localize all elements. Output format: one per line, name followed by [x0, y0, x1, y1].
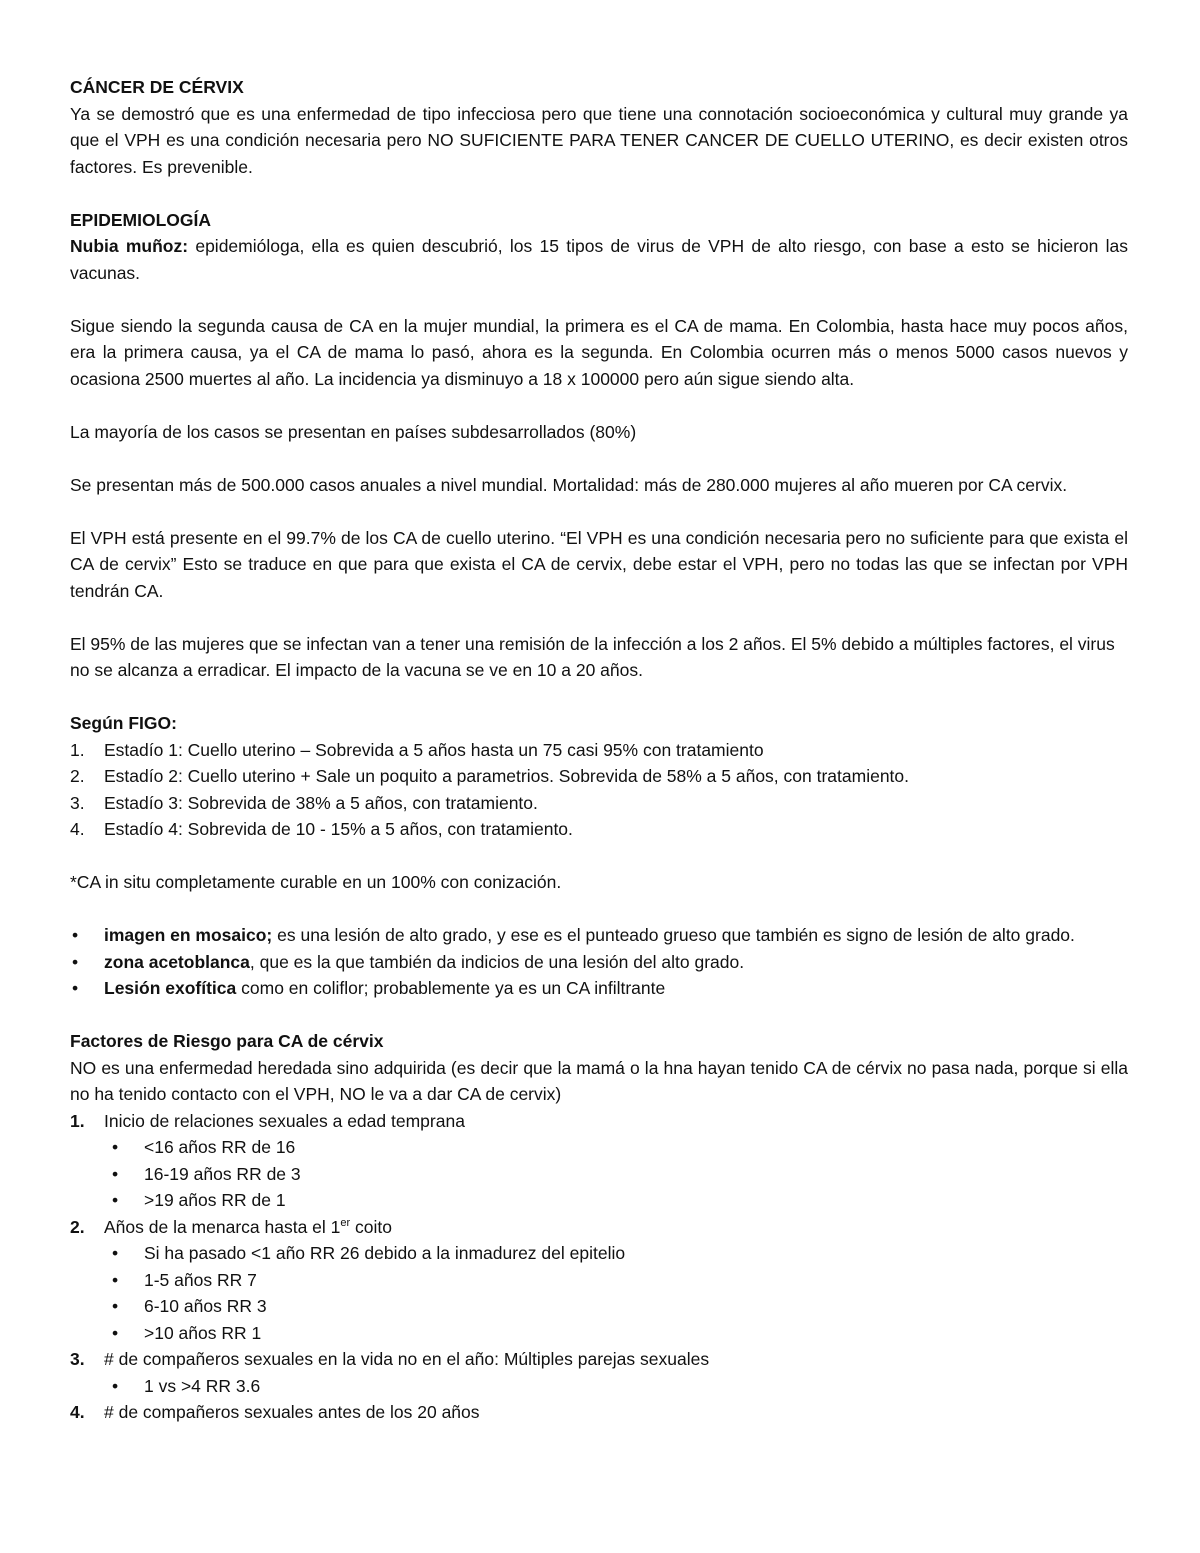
- nubia-name: Nubia muñoz:: [70, 236, 189, 256]
- superscript: er: [340, 1216, 351, 1229]
- bullet-icon: •: [112, 1243, 119, 1263]
- list-text: # de compañeros sexuales antes de los 20 años: [104, 1402, 480, 1422]
- list-item: [70, 922, 1128, 949]
- bullet-icon: •: [72, 925, 79, 945]
- lesion-list: [70, 922, 1128, 1002]
- list-item: [70, 790, 1128, 817]
- list-number: 2.: [70, 766, 85, 786]
- bullet-icon: •: [112, 1375, 119, 1396]
- list-item: [70, 949, 1128, 976]
- list-text: Estadío 2: Cuello uterino + Sale un poquito a parametrios. Sobrevida de 58% a 5 años, con tratamiento.: [104, 766, 910, 786]
- sub-item-text: 1-5 años RR 7: [144, 1269, 257, 1290]
- risk-factor-list: [70, 1108, 1128, 1426]
- list-number: 3.: [70, 792, 85, 813]
- bullet-icon: •: [112, 1163, 119, 1184]
- bullet-icon: •: [112, 1190, 119, 1210]
- figo-list: [70, 737, 1128, 843]
- epidemiology-paragraph-4: El VPH está presente en el 99.7% de los CA de cuello uterino. “El VPH es una condición necesaria pero no suficiente para que exista el CA de cervix” Esto se traduce en que para que exista el CA de cervix, debe estar el VPH, pero no todas las que se infectan por VPH tendrán CA.: [70, 527, 1128, 601]
- lesion-term: zona acetoblanca: [104, 951, 250, 972]
- bullet-icon: •: [112, 1322, 119, 1343]
- sub-list-item: [70, 1373, 1128, 1400]
- sub-list-item: [70, 1240, 1128, 1267]
- nubia-text: epidemióloga, ella es quien descubrió, los 15 tipos de virus de VPH de alto riesgo, con base a esto se hicieron las vacunas.: [70, 236, 1128, 283]
- list-number: 1.: [70, 739, 85, 760]
- list-item: [70, 1108, 1128, 1135]
- list-text: Estadío 3: Sobrevida de 38% a 5 años, con tratamiento.: [104, 792, 538, 813]
- list-item: [70, 763, 1128, 790]
- sub-list-item: [70, 1320, 1128, 1347]
- lesion-text: es una lesión de alto grado, y ese es el punteado grueso que también es signo de lesión de alto grado.: [272, 925, 1075, 945]
- list-text: [104, 1214, 392, 1241]
- list-number: 3.: [70, 1349, 85, 1369]
- epidemiology-paragraph-3: Se presentan más de 500.000 casos anuales a nivel mundial. Mortalidad: más de 280.000 mujeres al año mueren por CA cervix.: [70, 474, 1068, 495]
- list-item: [70, 737, 1128, 764]
- epidemiology-paragraph-5: El 95% de las mujeres que se infectan van a tener una remisión de la infección a los 2 años. El 5% debido a múltiples factores, el virus no se alcanza a erradicar. El impacto de la vacuna se ve en 10 a 20 años.: [70, 633, 1115, 680]
- list-text-part: Años de la menarca hasta el 1: [104, 1216, 341, 1237]
- lesion-term: Lesión exofítica: [104, 978, 237, 998]
- sub-list-item: [70, 1293, 1128, 1320]
- sub-list-item: [70, 1187, 1128, 1214]
- sub-item-text: >19 años RR de 1: [144, 1190, 286, 1210]
- lesion-text: , que es la que también da indicios de una lesión del alto grado.: [249, 951, 745, 972]
- page-title: CÁNCER DE CÉRVIX: [70, 77, 244, 97]
- list-number: 1.: [70, 1110, 85, 1131]
- sub-item-text: Si ha pasado <1 año RR 26 debido a la inmadurez del epitelio: [144, 1243, 626, 1263]
- list-number: 2.: [70, 1216, 85, 1237]
- list-item: [70, 975, 1128, 1002]
- list-text-part: coito: [350, 1216, 393, 1237]
- bullet-icon: •: [72, 951, 79, 972]
- bullet-icon: •: [112, 1137, 119, 1157]
- risk-intro: NO es una enfermedad heredada sino adquirida (es decir que la mamá o la hna hayan tenido CA de cérvix no pasa nada, porque si ella no ha tenido contacto con el VPH, NO le va a dar CA de cervix): [70, 1057, 1128, 1104]
- sub-item-text: 16-19 años RR de 3: [144, 1163, 301, 1184]
- sub-item-text: <16 años RR de 16: [144, 1137, 296, 1157]
- list-text: Estadío 1: Cuello uterino – Sobrevida a 5 años hasta un 75 casi 95% con tratamiento: [104, 739, 764, 760]
- bullet-icon: •: [72, 978, 79, 998]
- sub-list-item: [70, 1134, 1128, 1161]
- list-number: 4.: [70, 1402, 85, 1422]
- lesion-text: como en coliflor; probablemente ya es un CA infiltrante: [236, 978, 666, 998]
- list-text: Estadío 4: Sobrevida de 10 - 15% a 5 años, con tratamiento.: [104, 819, 573, 839]
- list-item: [70, 1214, 1128, 1241]
- sub-list-item: [70, 1267, 1128, 1294]
- epidemiology-heading: EPIDEMIOLOGÍA: [70, 209, 211, 230]
- figo-heading: Según FIGO:: [70, 713, 177, 733]
- list-text: # de compañeros sexuales en la vida no en el año: Múltiples parejas sexuales: [104, 1349, 710, 1369]
- figo-note: *CA in situ completamente curable en un 100% con conización.: [70, 872, 562, 892]
- sub-item-text: 1 vs >4 RR 3.6: [144, 1375, 261, 1396]
- intro-paragraph: Ya se demostró que es una enfermedad de tipo infecciosa pero que tiene una connotación socioeconómica y cultural muy grande ya que el VPH es una condición necesaria pero NO SUFICIENTE PARA TENER CANCER DE CUELLO UTERINO, es decir existen otros factores. Es prevenible.: [70, 103, 1128, 177]
- risk-heading: Factores de Riesgo para CA de cérvix: [70, 1031, 384, 1051]
- nubia-paragraph: [70, 233, 1128, 286]
- list-item: [70, 1399, 1128, 1426]
- list-text: Inicio de relaciones sexuales a edad temprana: [104, 1110, 465, 1131]
- epidemiology-paragraph-1: Sigue siendo la segunda causa de CA en la mujer mundial, la primera es el CA de mama. En Colombia, hasta hace muy pocos años, era la primera causa, ya el CA de mama lo pasó, ahora es la segunda. En Colombia ocurren más o menos 5000 casos nuevos y ocasiona 2500 muertes al año. La incidencia ya disminuyo a 18 x 100000 pero aún sigue siendo alta.: [70, 315, 1128, 389]
- sub-list-item: [70, 1161, 1128, 1188]
- sub-item-text: >10 años RR 1: [144, 1322, 262, 1343]
- bullet-icon: •: [112, 1269, 119, 1290]
- lesion-term: imagen en mosaico;: [104, 925, 273, 945]
- bullet-icon: •: [112, 1296, 119, 1316]
- epidemiology-paragraph-2: La mayoría de los casos se presentan en países subdesarrollados (80%): [70, 421, 637, 442]
- sub-item-text: 6-10 años RR 3: [144, 1296, 267, 1316]
- list-item: [70, 816, 1128, 843]
- list-number: 4.: [70, 819, 85, 839]
- list-item: [70, 1346, 1128, 1373]
